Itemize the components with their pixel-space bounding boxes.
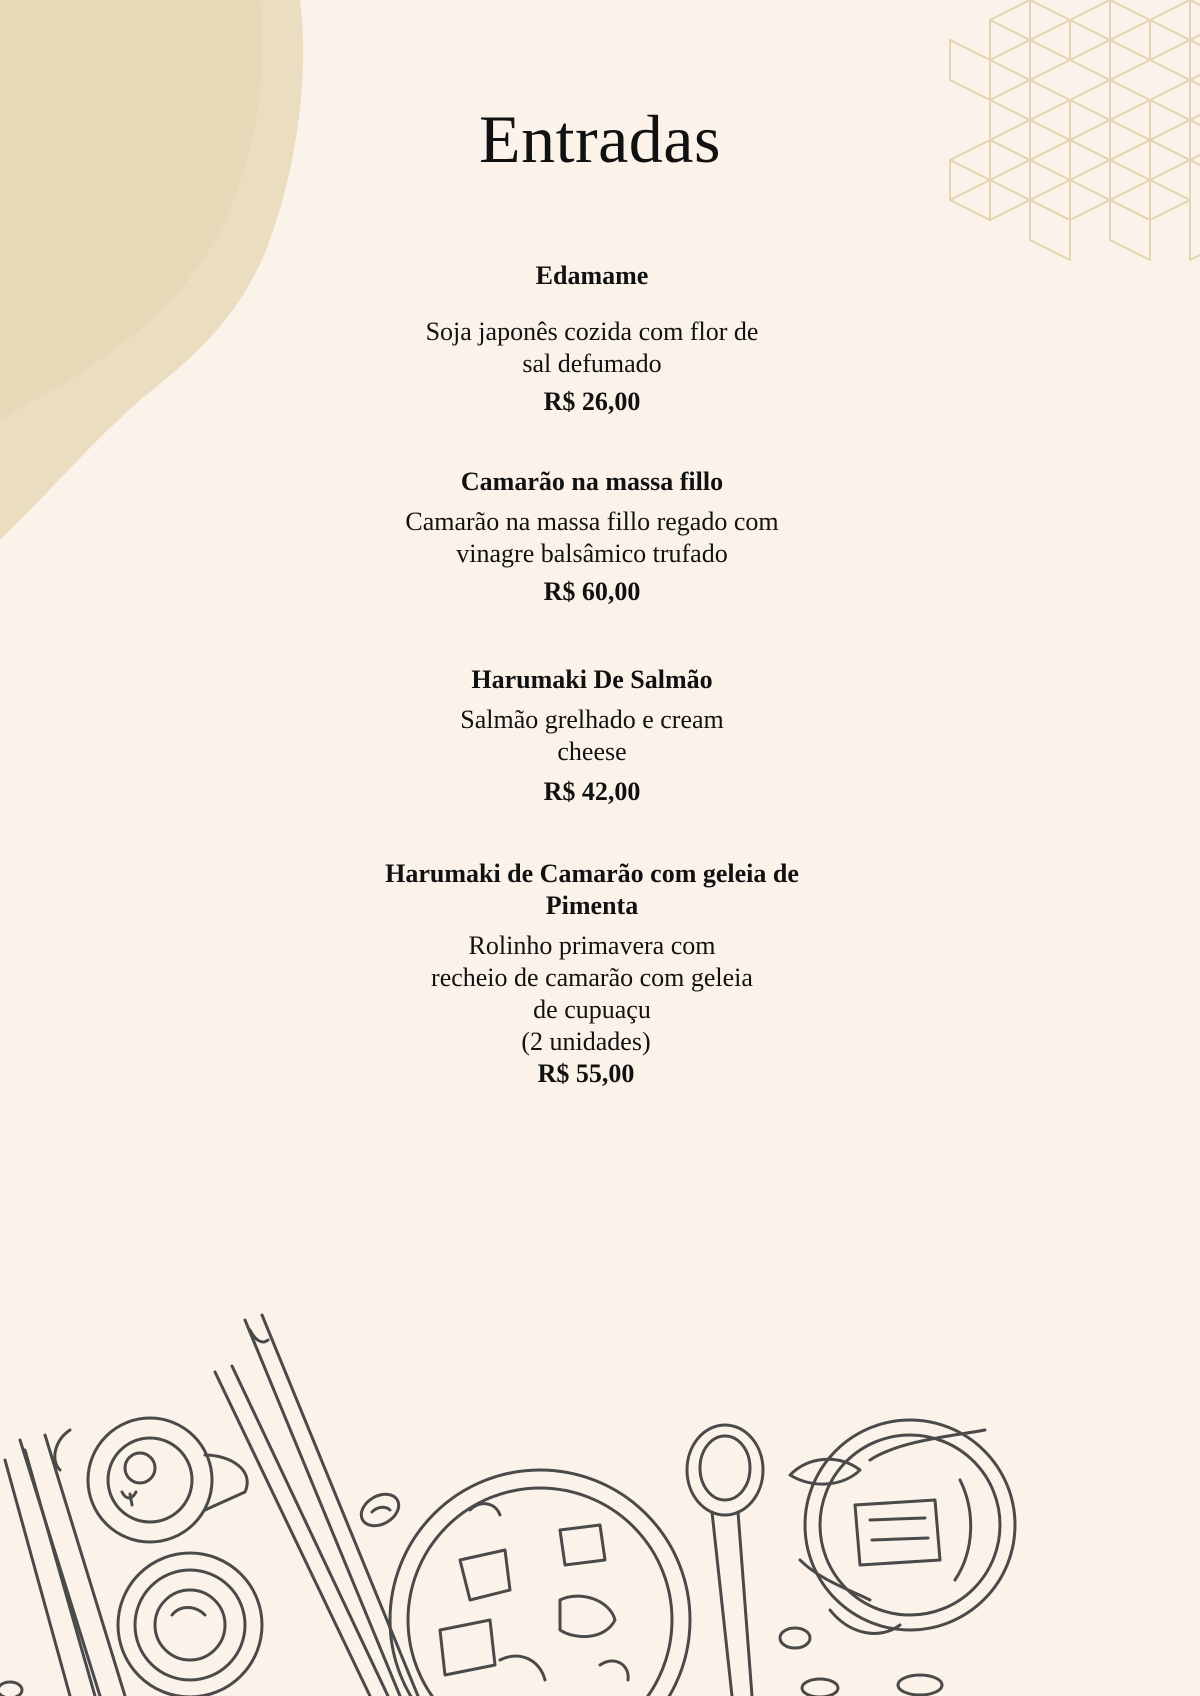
item-description-line: cheese	[557, 737, 627, 766]
item-description-line: Soja japonês cozida com flor de	[425, 317, 759, 346]
item-description-line: Salmão grelhado e cream	[460, 705, 724, 734]
teapot-icon	[55, 1418, 247, 1542]
dumpling-plate-icon	[790, 1420, 1015, 1633]
menu-item	[292, 260, 892, 418]
item-price: R$ 55,00	[537, 1059, 635, 1088]
item-name: Harumaki de Camarão com geleia de	[385, 859, 799, 888]
menu-item	[292, 466, 892, 608]
item-name: Edamame	[535, 261, 649, 290]
soup-bowl-icon	[390, 1470, 690, 1696]
item-price: R$ 42,00	[543, 777, 641, 806]
item-description-line: sal defumado	[522, 349, 662, 378]
bean-icon	[356, 1488, 405, 1532]
item-description-line: (2 unidades)	[521, 1027, 651, 1056]
menu-item	[292, 858, 892, 1090]
item-price: R$ 26,00	[543, 387, 641, 416]
menu-title: Entradas	[479, 101, 721, 177]
item-name: Camarão na massa fillo	[460, 467, 724, 496]
item-description-line: recheio de camarão com geleia	[431, 963, 753, 992]
spoon-icon	[687, 1425, 763, 1696]
sauce-dish-icon	[118, 1553, 262, 1696]
item-description-line: Camarão na massa fillo regado com	[405, 507, 779, 536]
item-name: Pimenta	[545, 891, 639, 920]
item-description-line: Rolinho primavera com	[468, 931, 716, 960]
item-description-line: de cupuaçu	[533, 995, 651, 1024]
item-name: Harumaki De Salmão	[471, 665, 713, 694]
item-description-line: vinagre balsâmico trufado	[456, 539, 728, 568]
item-price: R$ 60,00	[543, 577, 641, 606]
chopsticks-icon	[215, 1315, 418, 1696]
menu-item	[292, 664, 892, 808]
